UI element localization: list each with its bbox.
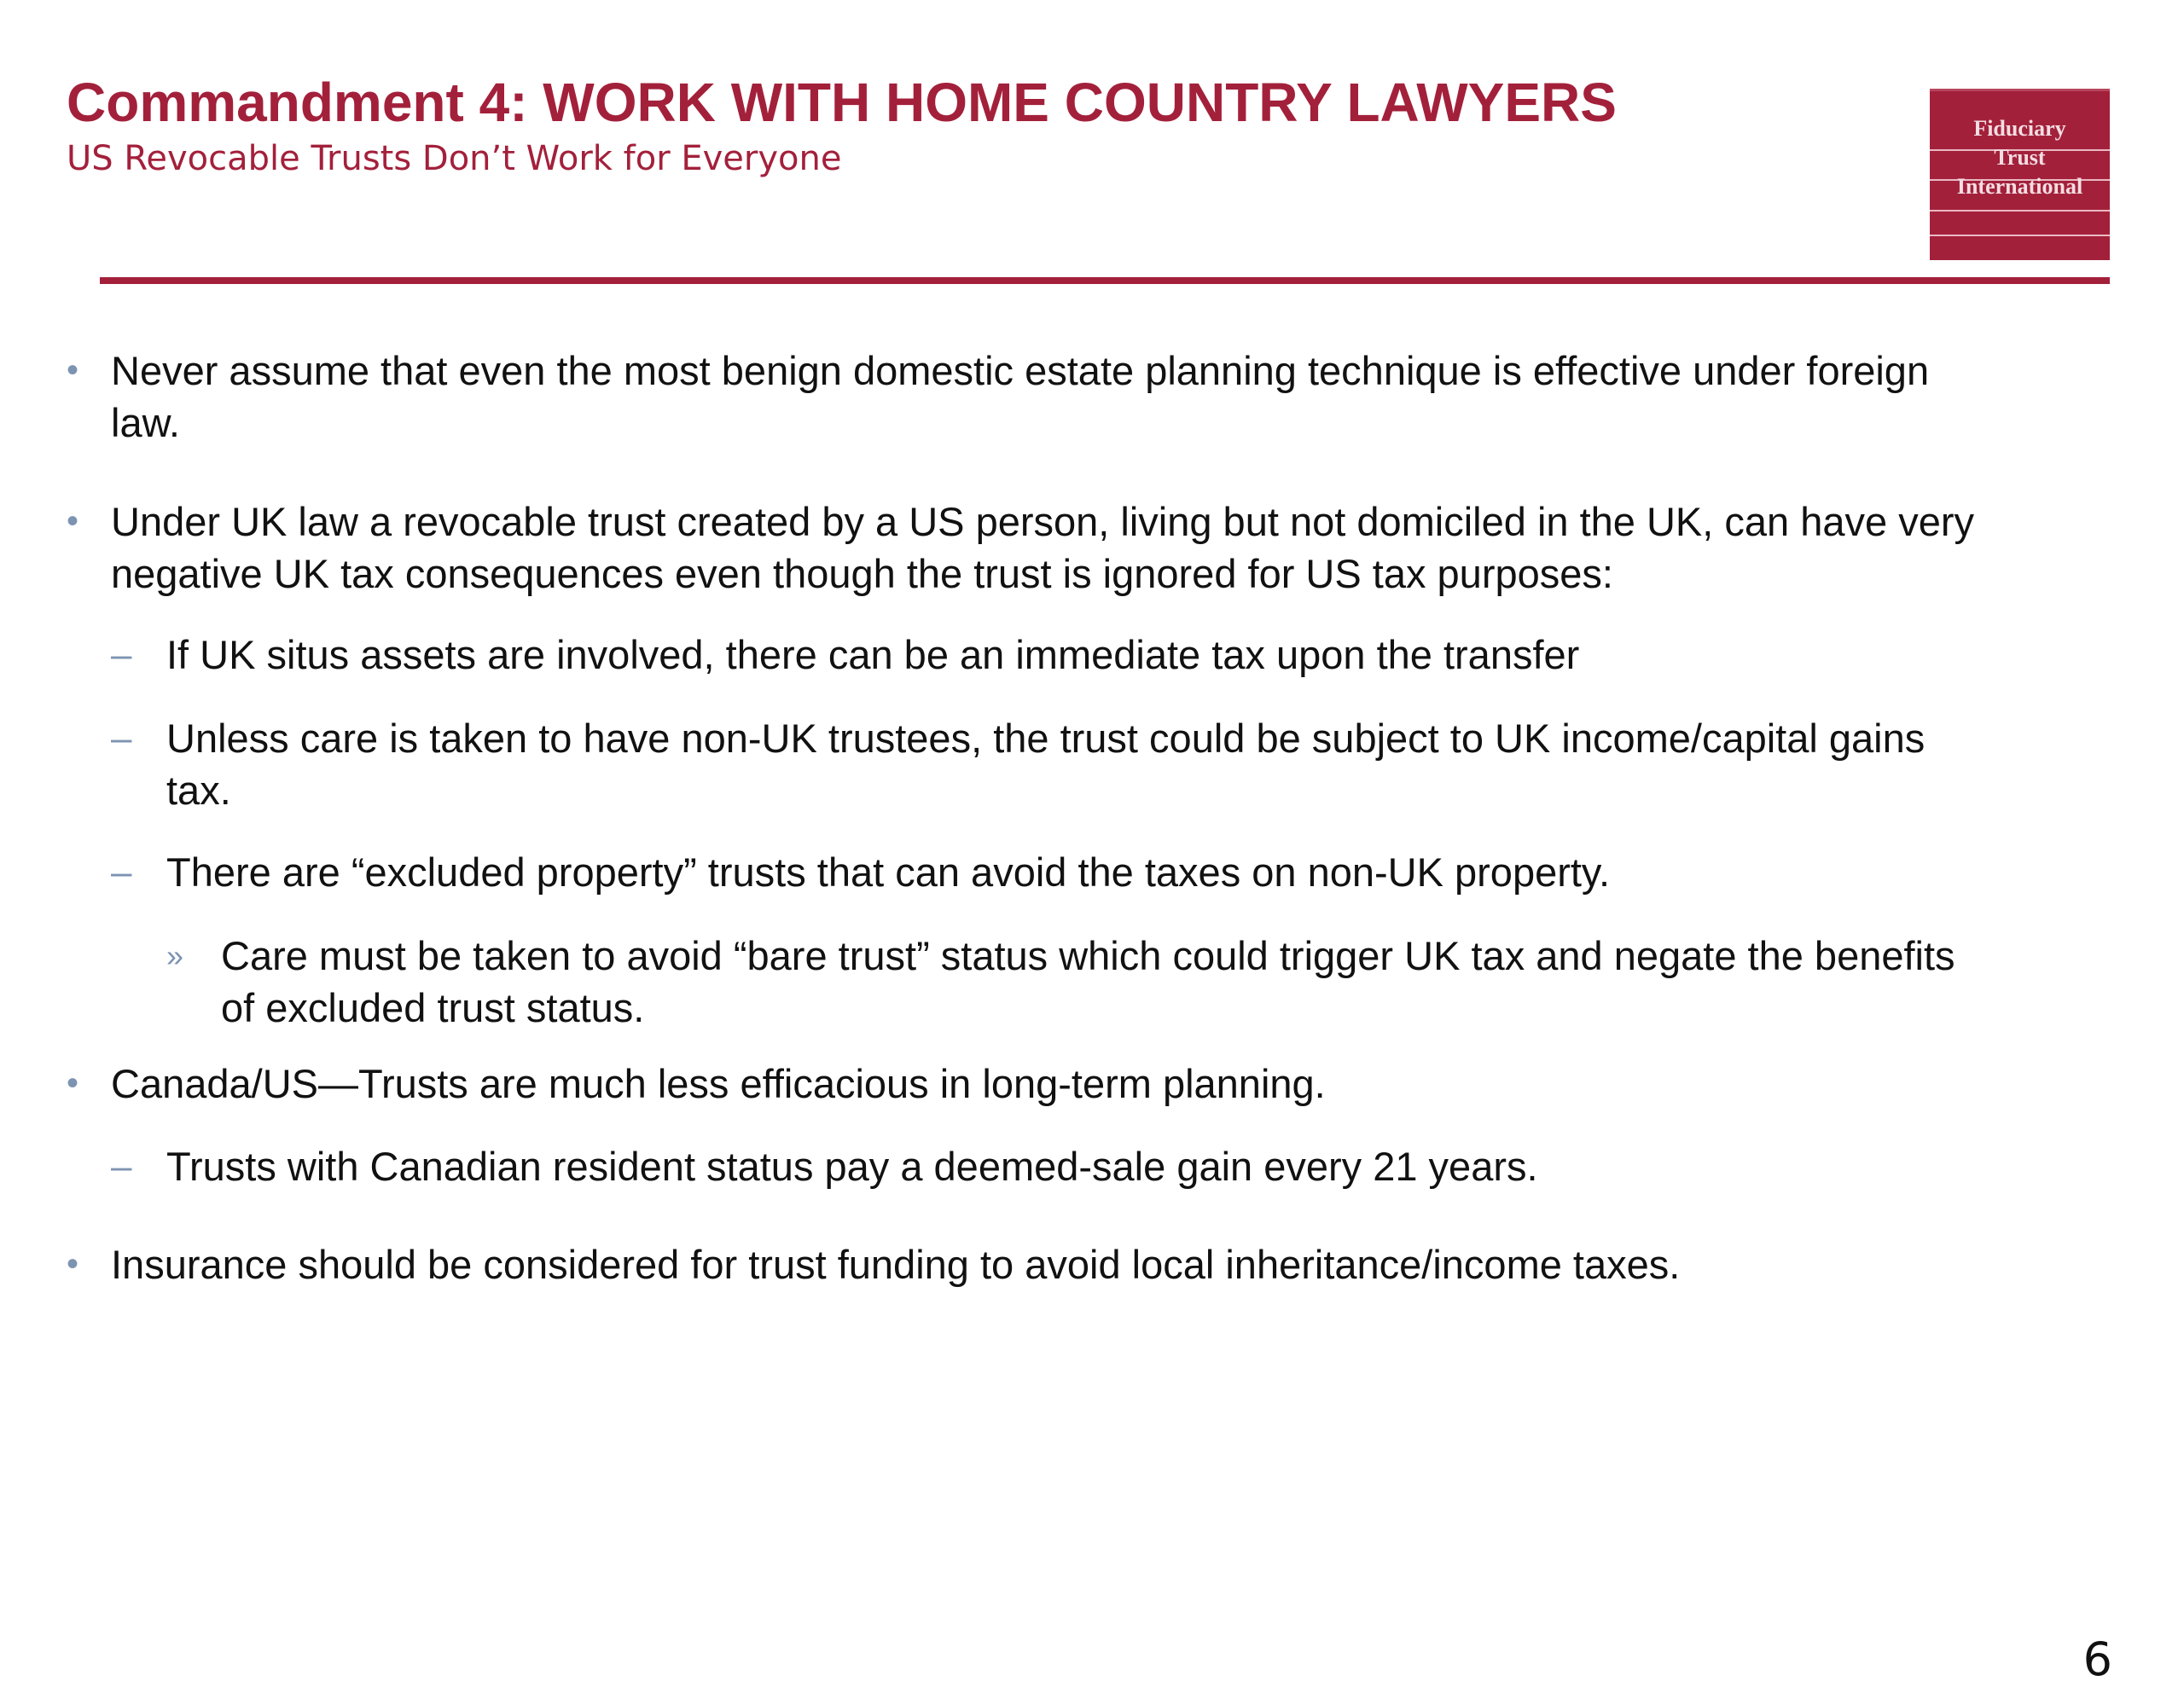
logo-rule <box>1930 210 2110 212</box>
bullet-item-3: Canada/US—Trusts are much less efficacious in long-term planning. <box>111 1061 1326 1106</box>
sub-bullet-item: If UK situs assets are involved, there can be an immediate tax upon the transfer <box>166 632 1580 677</box>
bullet-dot-icon: • <box>67 502 79 540</box>
bullet-dot-icon: • <box>67 1064 79 1102</box>
logo-line-international: International <box>1956 174 2083 199</box>
bullet-dot-icon: • <box>67 1245 79 1283</box>
sub-sub-bullet-item: Care must be taken to avoid “bare trust” status which could trigger UK tax and negate the benefits of excluded trust status. <box>221 933 1955 1030</box>
bullet-dot-icon: • <box>67 351 79 389</box>
sub-bullet-item: There are “excluded property” trusts that can avoid the taxes on non-UK property. <box>166 849 1610 895</box>
sub-bullet-dash-icon: – <box>111 634 132 675</box>
bullet-item-4: Insurance should be considered for trust funding to avoid local inheritance/income taxes. <box>111 1242 1681 1287</box>
fiduciary-trust-logo <box>1930 89 2110 260</box>
logo-rule <box>1930 235 2110 236</box>
sub-bullet-item: Unless care is taken to have non-UK trustees, the trust could be subject to UK income/capital gains tax. <box>166 716 1926 813</box>
header-divider <box>100 277 2110 284</box>
sub-bullet-item: Trusts with Canadian resident status pay a deemed-sale gain every 21 years. <box>166 1144 1538 1189</box>
slide-subtitle: US Revocable Trusts Don’t Work for Everyone <box>67 139 842 178</box>
logo-line-fiduciary: Fiduciary <box>1973 116 2066 141</box>
sub-bullet-dash-icon: – <box>111 851 132 893</box>
sub-bullet-dash-icon: – <box>111 1145 132 1187</box>
logo-line-trust: Trust <box>1994 145 2046 170</box>
sub-bullet-dash-icon: – <box>111 717 132 759</box>
slide-title: Commandment 4: WORK WITH HOME COUNTRY LAWYERS <box>67 72 1617 133</box>
bullet-item-2: Under UK law a revocable trust created by a US person, living but not domiciled in the UK, can have very negative UK tax consequences even though the trust is ignored for US tax purposes: <box>111 499 1974 596</box>
sub-sub-bullet-chevron-icon: » <box>166 938 184 973</box>
bullet-item-1: Never assume that even the most benign domestic estate planning technique is effective under foreign law. <box>111 348 1930 445</box>
page-number: 6 <box>2082 1632 2112 1686</box>
logo-wordmark <box>1930 114 2110 201</box>
